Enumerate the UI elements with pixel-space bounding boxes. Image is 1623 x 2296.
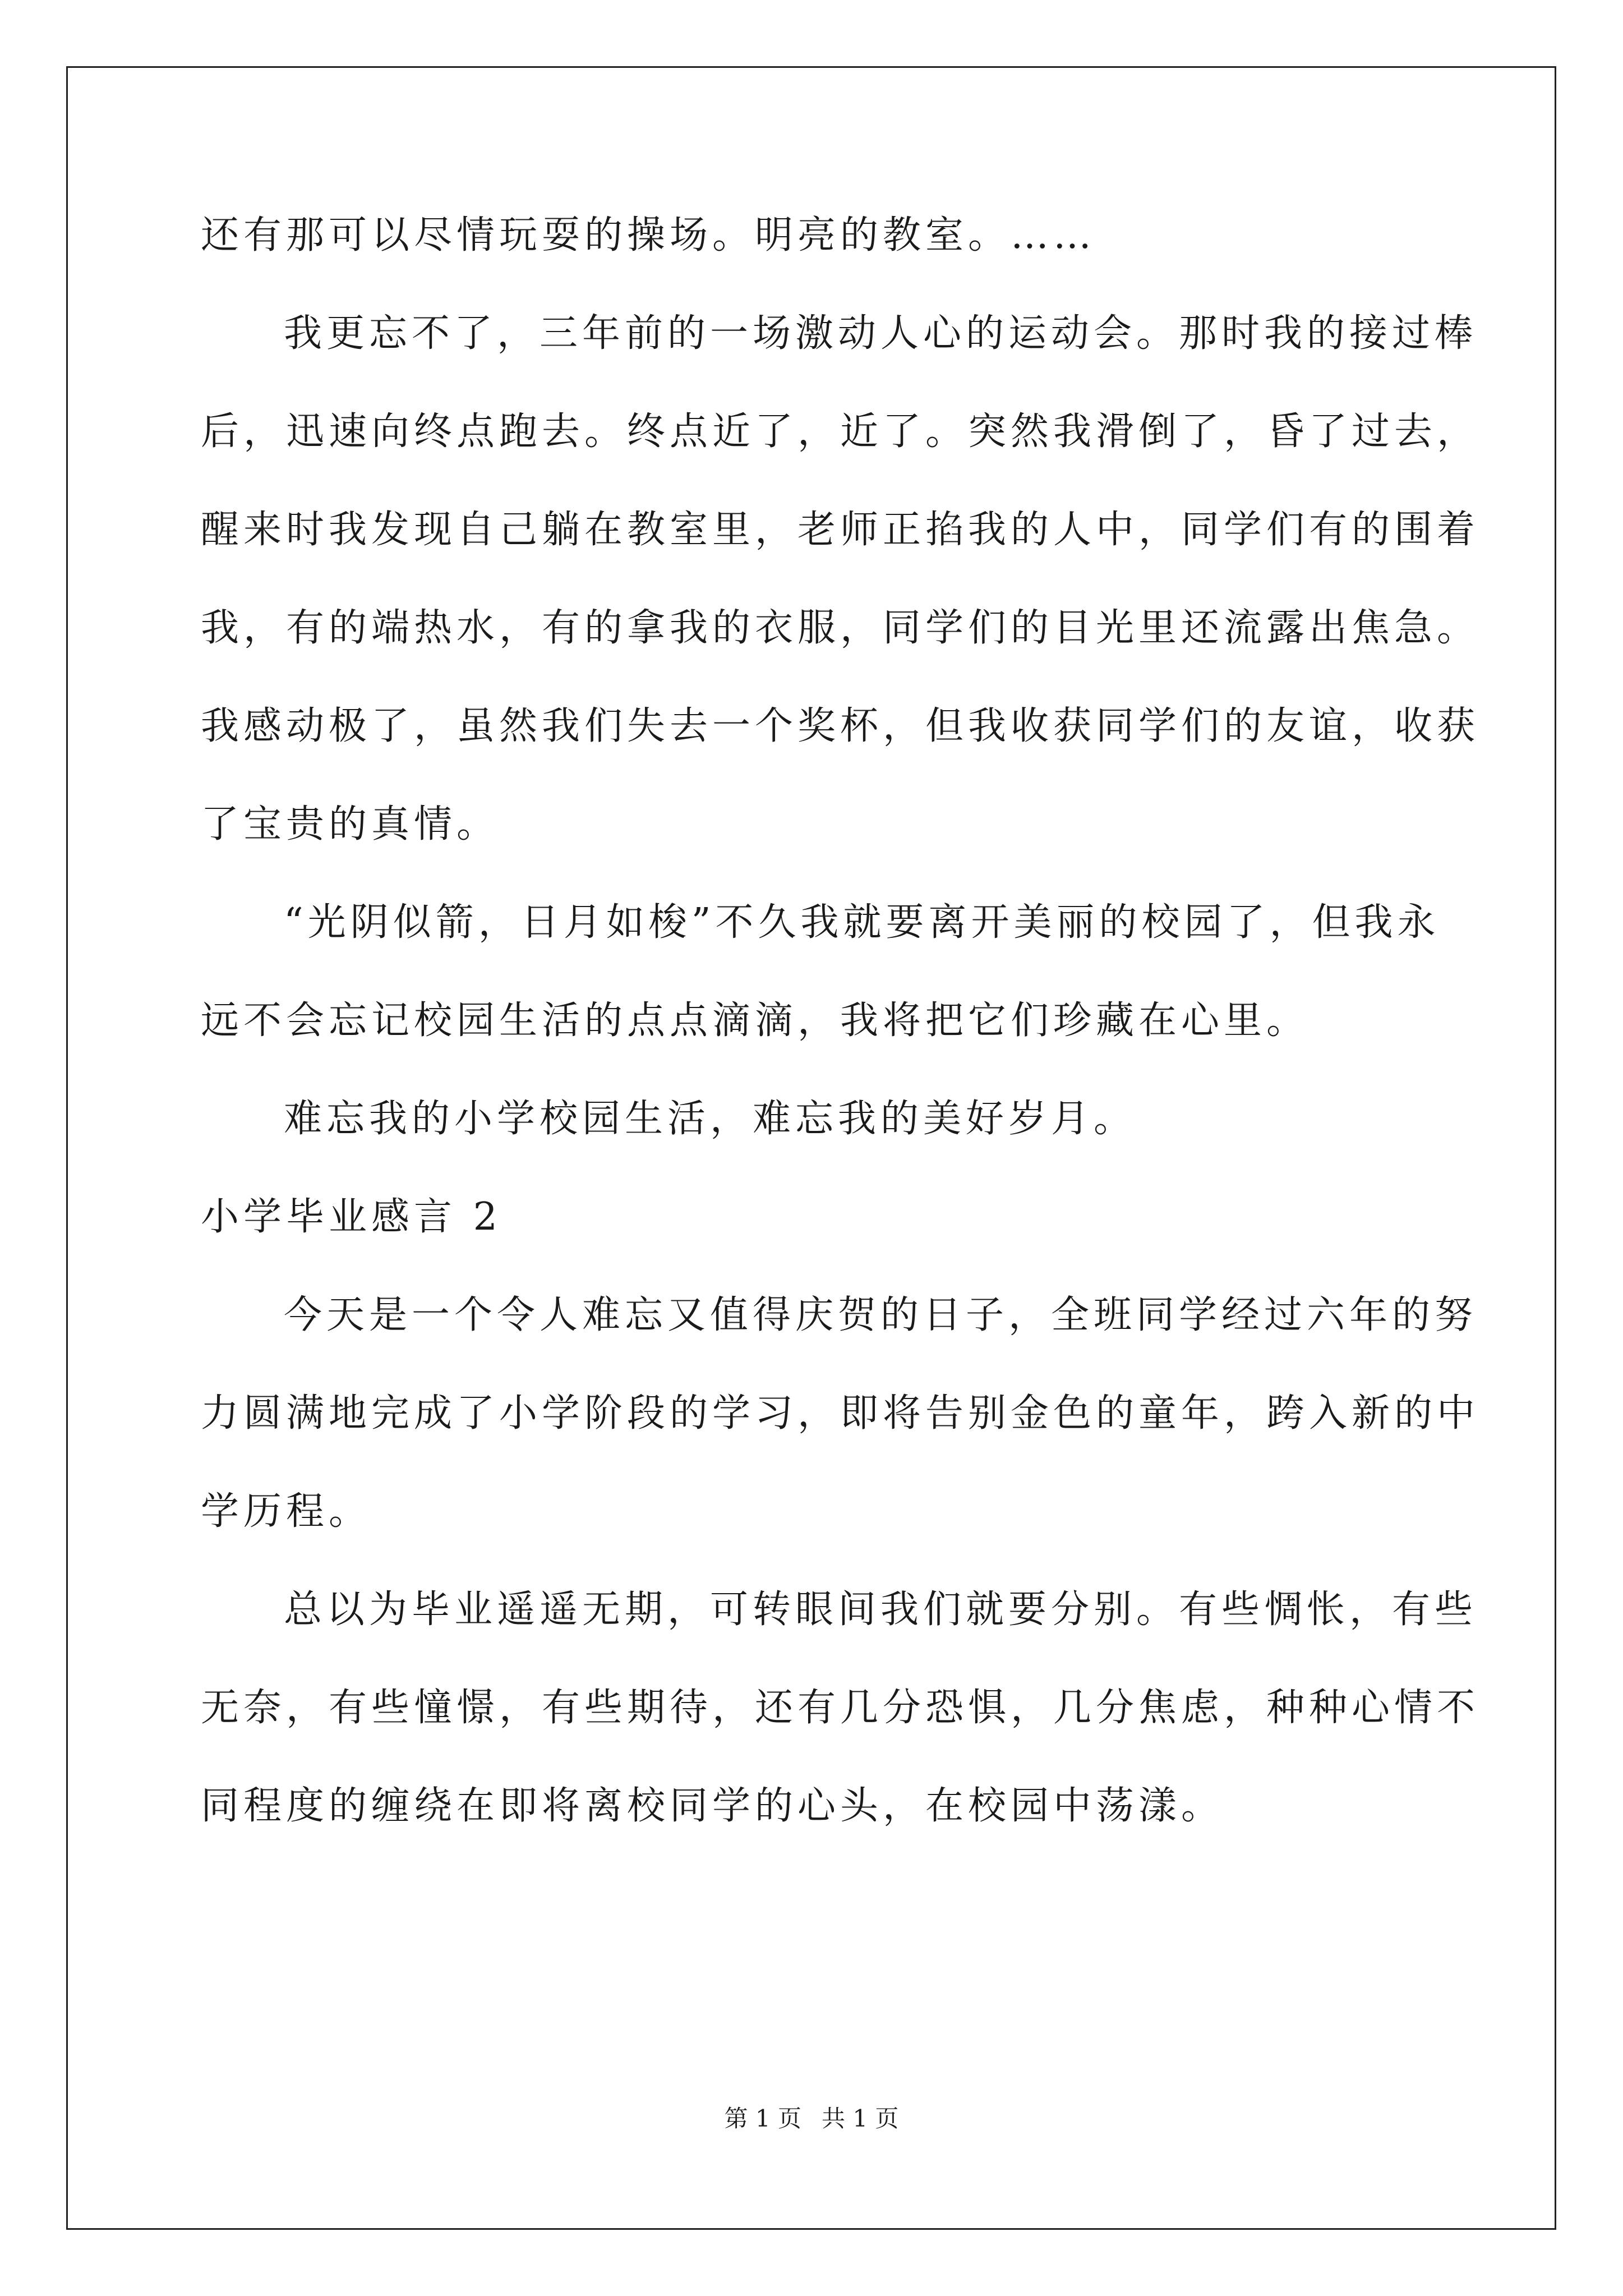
- paragraph-start-line: “光阴似箭，日月如梭”不久我就要离开美丽的校园了，但我永: [284, 900, 1440, 945]
- paragraph-start-line: 今天是一个令人难忘又值得庆贺的日子，全班同学经过六年的努: [284, 1293, 1478, 1337]
- paragraph-start-line: 我更忘不了，三年前的一场激动人心的运动会。那时我的接过棒: [284, 311, 1478, 356]
- text-line: 无奈，有些憧憬，有些期待，还有几分恐惧，几分焦虑，种种心情不: [201, 1686, 1480, 1730]
- paragraph-start-line: 总以为毕业遥遥无期，可转眼间我们就要分别。有些惆怅，有些: [284, 1588, 1478, 1632]
- text-line: 同程度的缠绕在即将离校同学的心头，在校园中荡漾。: [201, 1784, 1224, 1828]
- text-line: 后，迅速向终点跑去。终点近了，近了。突然我滑倒了，昏了过去，: [201, 409, 1480, 454]
- text-line: 我，有的端热水，有的拿我的衣服，同学们的目光里还流露出焦急。: [201, 606, 1480, 650]
- text-line: 远不会忘记校园生活的点点滴滴，我将把它们珍藏在心里。: [201, 999, 1310, 1043]
- text-line: 学历程。: [201, 1489, 372, 1534]
- text-line: 还有那可以尽情玩耍的操场。明亮的教室。……: [201, 213, 1096, 257]
- page-footer: [0, 2105, 1623, 2133]
- section-heading: 小学毕业感言 2: [201, 1195, 502, 1239]
- paragraph-start-line: 难忘我的小学校园生活，难忘我的美好岁月。: [284, 1097, 1137, 1141]
- page-border: [66, 66, 1556, 2230]
- text-line: 了宝贵的真情。: [201, 802, 500, 846]
- text-line: 醒来时我发现自己躺在教室里，老师正掐我的人中，同学们有的围着: [201, 508, 1480, 552]
- page-count: 共 1 页: [822, 2105, 899, 2132]
- page-number: 第 1 页: [724, 2105, 801, 2132]
- text-line: 力圆满地完成了小学阶段的学习，即将告别金色的童年，跨入新的中: [201, 1391, 1480, 1435]
- text-line: 我感动极了，虽然我们失去一个奖杯，但我收获同学们的友谊，收获: [201, 704, 1480, 748]
